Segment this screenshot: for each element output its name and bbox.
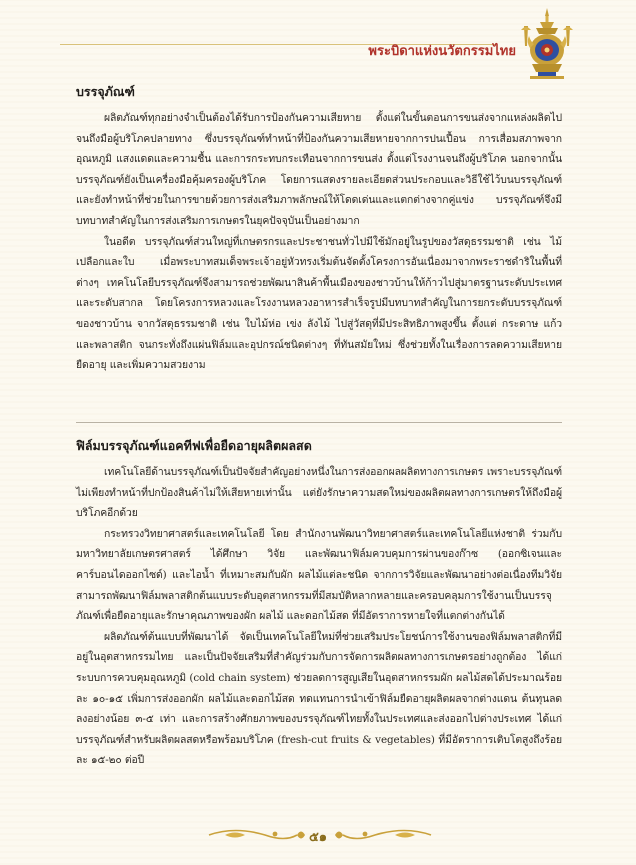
section-divider bbox=[76, 422, 562, 423]
page-number: ๕๑ bbox=[308, 830, 328, 845]
paragraph: กระทรวงวิทยาศาสตร์และเทคโนโลยี โดย สำนักงานพัฒนาวิทยาศาสตร์และเทคโนโลยีแห่งชาติ ร่วมกับ มหาวิทยาลัยเกษตรศาสตร์ ได้ศึกษา วิจัย และพัฒนาฟิล์มควบคุมการผ่านของก๊าซ (ออกซิเจนและคาร์บอนไดออกไซด์) และไอน้ำ ที่เหมาะสมกับผัก ผลไม้แต่ละชนิด จากการวิจัยและพัฒนาอย่างต่อเนื่องทีมวิจัยสามารถพัฒนาฟิล์มพลาสติกต้นแบบระดับอุตสาหกรรมที่มีสมบัติหลากหลายและครอบคลุมการใช้งานเป็นบรรจุภัณฑ์เพื่อยืดอายุและรักษาคุณภาพของผัก ผลไม้ และดอกไม้สด ที่มีอัตราการหายใจที่แตกต่างกันได้ bbox=[76, 527, 562, 623]
section-heading: ฟิล์มบรรจุภัณฑ์แอคทีฟเพื่อยืดอายุผลิตผลสด bbox=[76, 438, 312, 453]
paragraph: ในอดีต บรรจุภัณฑ์ส่วนใหญ่ที่เกษตรกรและประชาชนทั่วไปมีใช้มักอยู่ในรูปของวัสดุธรรมชาติ เช่น ไม้ เปลือกและใบ เมื่อพระบาทสมเด็จพระเจ้าอยู่หัวทรงเริ่มต้นจัดตั้งโครงการอันเนื่องมาจากพระราชดำริในพื้นที่ต่างๆ เทคโนโลยีบรรจุภัณฑ์จึงสามารถช่วยพัฒนาสินค้าพื้นเมืองของชาวบ้านให้ก้าวไปสู่มาตรฐานระดับประเทศและระดับสากล โดยโครงการหลวงและโรงงานหลวงอาหารสำเร็จรูปมีบทบาทสำคัญในการยกระดับบรรจุภัณฑ์ของชาวบ้าน จากวัสดุธรรมชาติ เช่น ใบไม้ห่อ เข่ง ลังไม้ ไปสู่วัสดุที่มีประสิทธิภาพสูงขึ้น ตั้งแต่ กระดาษ แก้ว และพลาสติก จนกระทั่งถึงแผ่นฟิล์มและอุปกรณ์ชนิดต่างๆ ที่ทันสมัยใหม่ ซึ่งช่วยทั้งในเรื่องการลดความเสียหาย ยืดอายุ และเพิ่มความสวยงาม bbox=[76, 235, 562, 372]
section-active-film bbox=[76, 436, 562, 771]
royal-emblem-icon bbox=[518, 6, 576, 80]
page-header-title: พระบิดาแห่งนวัตกรรมไทย bbox=[368, 44, 516, 59]
paragraph: ผลิตภัณฑ์ทุกอย่างจำเป็นต้องได้รับการป้องกันความเสียหาย ตั้งแต่ในขั้นตอนการขนส่งจากแหล่งผลิตไปจนถึงมือผู้บริโภคปลายทาง ซึ่งบรรจุภัณฑ์ทำหน้าที่ป้องกันความเสียหายจากการปนเปื้อน การเสื่อมสภาพจากอุณหภูมิ แสงแดดและความชื้น และการกระทบกระเทือนจากการขนส่ง ตั้งแต่โรงงานจนถึงผู้บริโภค นอกจากนั้น บรรจุภัณฑ์ยังเป็นเครื่องมือคุ้มครองผู้บริโภค โดยการแสดงรายละเอียดส่วนประกอบและวิธีใช้ไว้บนบรรจุภัณฑ์ และยังทำหน้าที่ช่วยในการขายด้วยการส่งเสริมภาพลักษณ์ให้โดดเด่นและแตกต่างจากคู่แข่ง บรรจุภัณฑ์จึงมีบทบาทสำคัญในการส่งเสริมการเกษตรในยุคปัจจุบันเป็นอย่างมาก bbox=[76, 112, 562, 227]
paragraph: ผลิตภัณฑ์ต้นแบบที่พัฒนาได้ จัดเป็นเทคโนโลยีใหม่ที่ช่วยเสริมประโยชน์การใช้งานของฟิล์มพลาสติกที่มีอยู่ในอุตสาหกรรมไทย และเป็นปัจจัยเสริมที่สำคัญร่วมกับการจัดการผลิตผลทางการเกษตรอย่างถูกต้อง ได้แก่ ระบบการควบคุมอุณหภูมิ (cold chain system) ช่วยลดการสูญเสียในอุตสาหกรรมผัก ผลไม้สดได้ประมาณร้อยละ ๑๐-๑๕ เพิ่มการส่งออกผัก ผลไม้และดอกไม้สด ทดแทนการนำเข้าฟิล์มยืดอายุผลิตผลจากต่างแดน ต้นทุนลดลงอย่างน้อย ๓-๕ เท่า และการสร้างศักยภาพของบรรจุภัณฑ์ไทยทั้งในประเทศและส่งออกไปต่างประเทศ ได้แก่ บรรจุภัณฑ์สำหรับผลิตผลสดหรือพร้อมบริโภค (fresh-cut fruits & vegetables) ที่มีอัตราการเติบโตสูงถึงร้อยละ ๑๕-๒๐ ต่อปี bbox=[76, 630, 562, 767]
section-heading: บรรจุภัณฑ์ bbox=[76, 84, 135, 99]
section-packaging bbox=[76, 82, 562, 376]
paragraph: เทคโนโลยีด้านบรรจุภัณฑ์เป็นปัจจัยสำคัญอย่างหนึ่งในการส่งออกผลผลิตทางการเกษตร เพราะบรรจุภัณฑ์ไม่เพียงทำหน้าที่ปกป้องสินค้าไม่ให้เสียหายเท่านั้น แต่ยังรักษาความสดใหม่ของผลิตผลทางการเกษตรให้ถึงมือผู้บริโภคอีกด้วย bbox=[76, 466, 562, 520]
